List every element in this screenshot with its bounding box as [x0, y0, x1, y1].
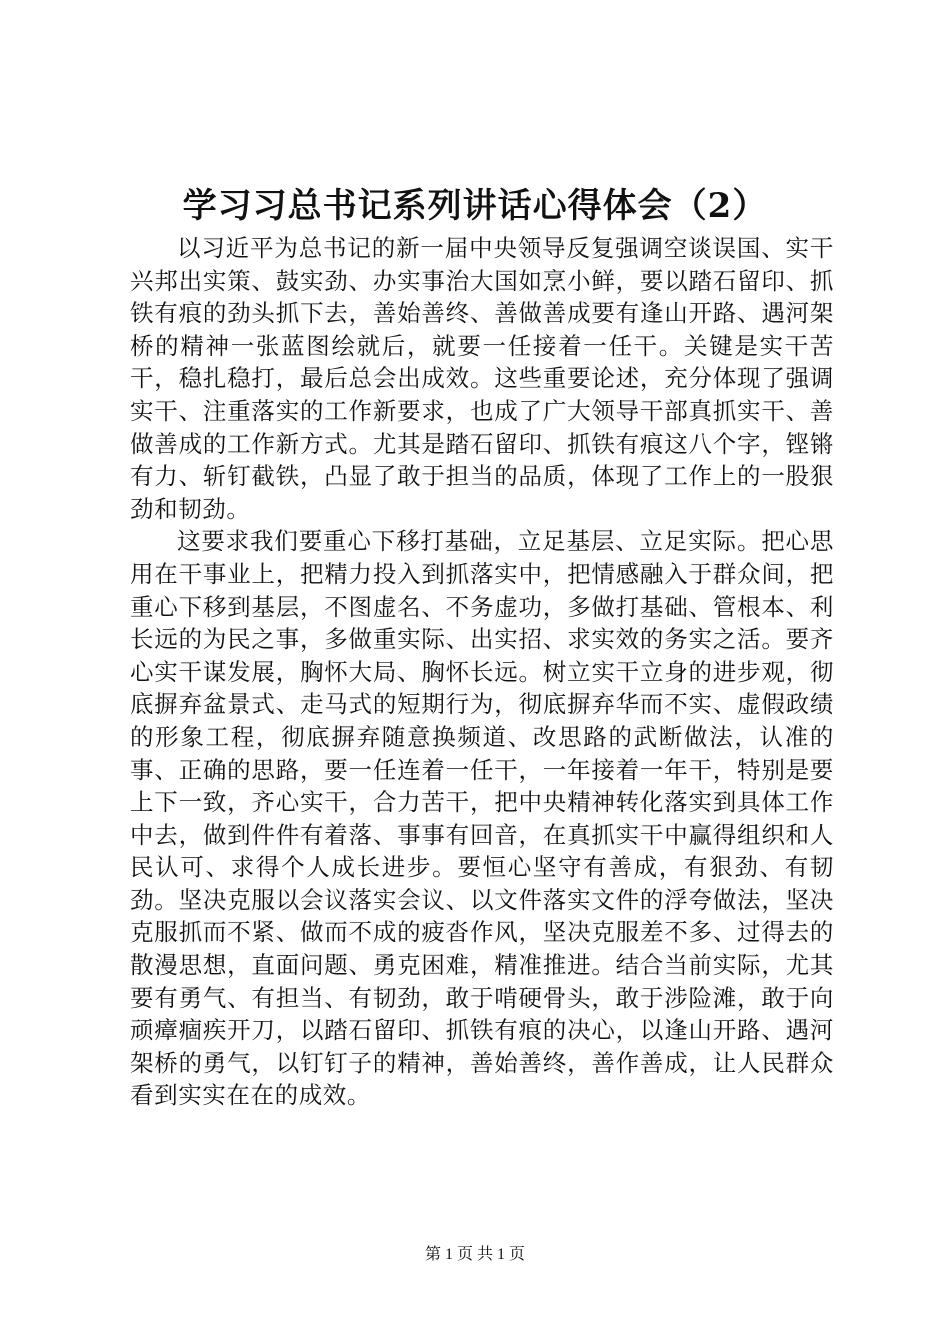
paragraph-1: 以习近平为总书记的新一届中央领导反复强调空谈误国、实干兴邦出实策、鼓实劲、办实事治大国如烹小鲜，要以踏石留印、抓铁有痕的劲头抓下去，善始善终、善做善成要有逢山开路、遇河架桥的精神一张蓝图绘就后，就要一任接着一任干。关键是实干苦干，稳扎稳打，最后总会出成效。这些重要论述，充分体现了强调实干、注重落实的工作新要求，也成了广大领导干部真抓实干、善做善成的工作新方式。尤其是踏石留印、抓铁有痕这八个字，铿锵有力、斩钉截铁，凸显了敢于担当的品质，体现了工作上的一股狠劲和韧劲。: [130, 234, 834, 523]
page-footer: 第 1 页 共 1 页: [424, 1246, 525, 1263]
paragraph-2: 这要求我们要重心下移打基础，立足基层、立足实际。把心思用在干事业上，把精力投入到抓落实中，把情感融入于群众间，把重心下移到基层，不图虚名、不务虚功，多做打基础、管根本、利长远的为民之事，多做重实际、出实招、求实效的务实之活。要齐心实干谋发展，胸怀大局、胸怀长远。树立实干立身的进步观，彻底摒弃盆景式、走马式的短期行为，彻底摒弃华而不实、虚假政绩的形象工程，彻底摒弃随意换频道、改思路的武断做法，认准的事、正确的思路，要一任连着一任干，一年接着一年干，特别是要上下一致，齐心实干，合力苦干，把中央精神转化落实到具体工作中去，做到件件有着落、事事有回音，在真抓实干中赢得组织和人民认可、求得个人成长进步。要恒心坚守有善成，有狠劲、有韧劲。坚决克服以会议落实会议、以文件落实文件的浮夸做法，坚决克服抓而不紧、做而不成的疲沓作风，坚决克服差不多、过得去的散漫思想，直面问题、勇克困难，精准推进。结合当前实际，尤其要有勇气、有担当、有韧劲，敢于啃硬骨头，敢于涉险滩，敢于向顽瘴痼疾开刀，以踏石留印、抓铁有痕的决心，以逢山开路、遇河架桥的勇气，以钉钉子的精神，善始善终，善作善成，让人民群众看到实实在在的成效。: [130, 527, 834, 1110]
document-title: 学习习总书记系列讲话心得体会（2）: [182, 186, 768, 226]
document-body: [130, 232, 834, 1112]
